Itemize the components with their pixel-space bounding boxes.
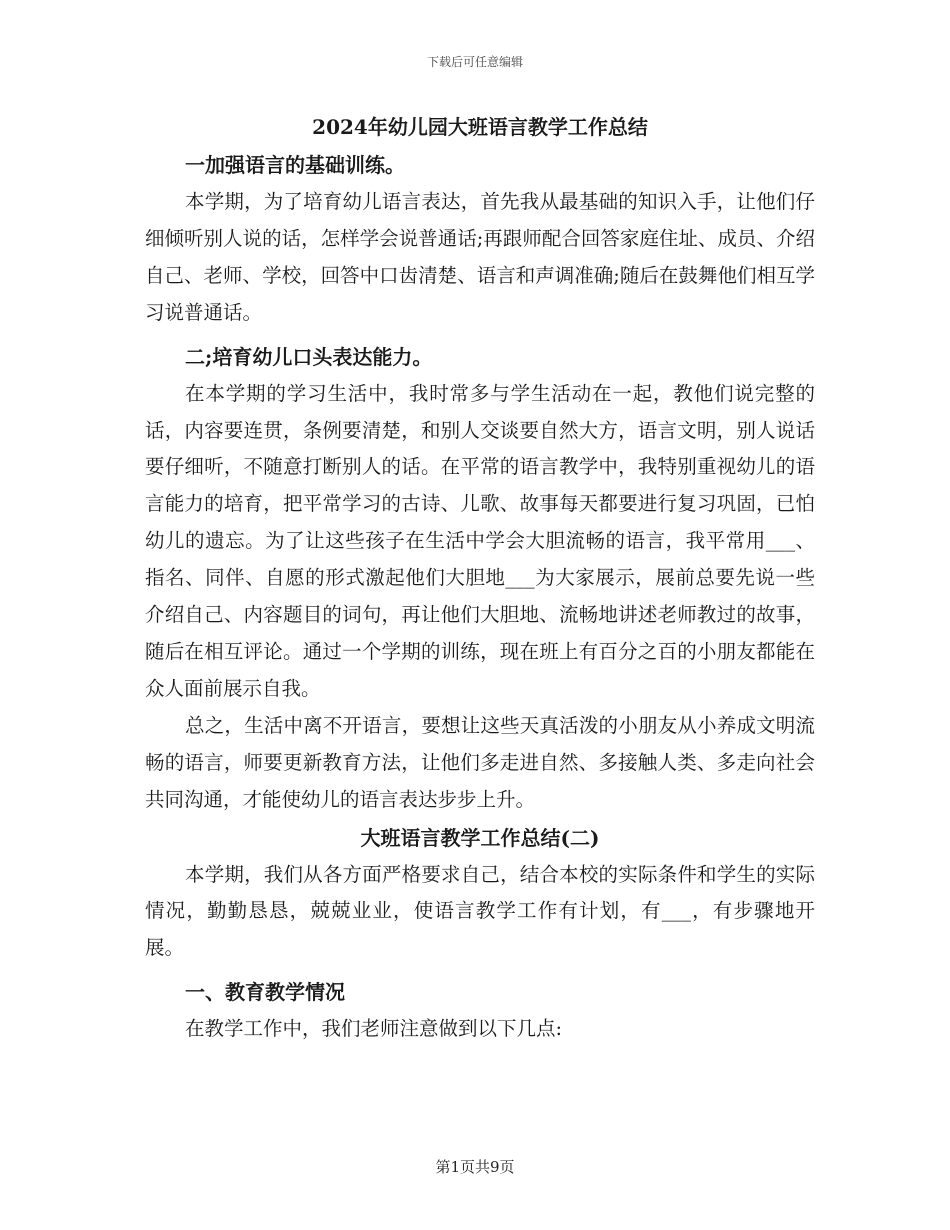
- section-heading-1: 一加强语言的基础训练。: [185, 153, 405, 177]
- paragraph-3: 总之，生活中离不开语言，要想让这些天真活泼的小朋友从小养成文明流畅的语言，师要更新教育方法，让他们多走进自然、多接触人类、多走向社会共同沟通，才能使幼儿的语言表达步步上升。: [145, 713, 815, 811]
- page-footer: 第1页共9页: [435, 1158, 515, 1176]
- document-title: 2024年幼儿园大班语言教学工作总结: [312, 115, 648, 139]
- document-subtitle: 大班语言教学工作总结(二): [360, 825, 600, 850]
- paragraph-5: 在教学工作中，我们老师注意做到以下几点:: [185, 1017, 563, 1041]
- section-heading-3: 一、教育教学情况: [185, 980, 345, 1005]
- paragraph-4: 本学期，我们从各方面严格要求自己，结合本校的实际条件和学生的实际情况，勤勤恳恳，兢兢业业，使语言教学工作有计划，有___，有步骤地开展。: [145, 862, 815, 960]
- paragraph-1: 本学期，为了培育幼儿语言表达，首先我从最基础的知识入手，让他们仔细倾听别人说的话，怎样学会说普通话;再跟师配合回答家庭住址、成员、介绍自己、老师、学校，回答中口齿清楚、语言和声调准确;随后在鼓舞他们相互学习说普通话。: [145, 190, 815, 324]
- section-heading-2: 二;培育幼儿口头表达能力。: [185, 344, 433, 369]
- page-header: 下载后可任意编辑: [426, 55, 523, 69]
- paragraph-2: 在本学期的学习生活中，我时常多与学生活动在一起，教他们说完整的话，内容要连贯，条例要清楚，和别人交谈要自然大方，语言文明，别人说话要仔细听，不随意打断别人的话。在平常的语言教学中，我特别重视幼儿的语言能力的培育，把平常学习的古诗、儿歌、故事每天都要进行复习巩固，已怕幼儿的遗忘。为了让这些孩子在生活中学会大胆流畅的语言，我平常用___、指名、同伴、自愿的形式激起他们大胆地___为大家展示，展前总要先说一些介绍自己、内容题目的词句，再让他们大胆地、流畅地讲述老师教过的故事，随后在相互评论。通过一个学期的训练，现在班上有百分之百的小朋友都能在众人面前展示自我。: [145, 381, 815, 700]
- document-body: [145, 108, 815, 1048]
